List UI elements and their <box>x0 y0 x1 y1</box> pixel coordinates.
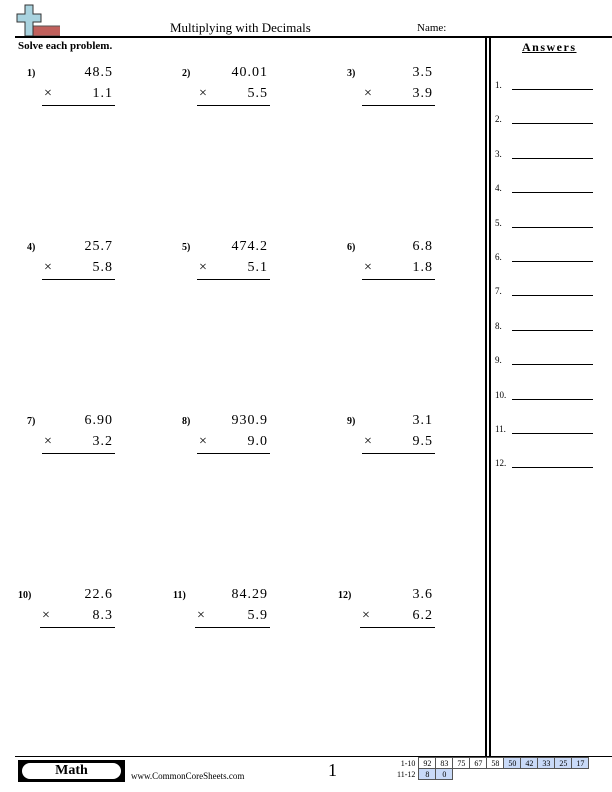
score-cell: 0 <box>436 769 453 780</box>
answer-number: 2. <box>495 114 502 125</box>
times-sign: × <box>362 608 371 623</box>
answer-number: 1. <box>495 80 502 90</box>
score-cell: 42 <box>521 758 538 769</box>
problem <box>27 65 113 122</box>
times-sign: × <box>44 260 53 275</box>
name-label: Name: <box>417 22 447 34</box>
times-sign: × <box>42 608 51 623</box>
answer-blank[interactable] <box>512 261 593 262</box>
problem <box>18 587 113 644</box>
score-cell: 67 <box>470 758 487 769</box>
times-sign: × <box>199 86 208 101</box>
problem-number: 4) <box>27 242 36 253</box>
answer-blank[interactable] <box>512 192 593 193</box>
answer-rule <box>197 105 270 106</box>
problem-number: 7) <box>27 416 36 427</box>
multiplier: 3.9 <box>412 86 433 101</box>
problem-number: 11) <box>173 590 186 601</box>
multiplier: 6.2 <box>412 608 433 623</box>
times-sign: × <box>197 608 206 623</box>
answer-rule <box>40 627 115 628</box>
times-sign: × <box>199 260 208 275</box>
answer-blank[interactable] <box>512 123 593 124</box>
answer-number: 6. <box>495 252 502 262</box>
problem-number: 1) <box>27 68 36 79</box>
score-cell: 25 <box>555 758 572 769</box>
multiplier: 9.0 <box>247 434 268 449</box>
instructions: Solve each problem. <box>18 40 113 52</box>
multiplier: 5.5 <box>247 86 268 101</box>
subject-badge <box>18 760 125 782</box>
problem <box>27 413 113 470</box>
answer-number: 10. <box>495 389 507 400</box>
worksheet-title: Multiplying with Decimals <box>170 20 311 35</box>
score-cell: 75 <box>453 758 470 769</box>
answer-rule <box>42 453 115 454</box>
answer-blank[interactable] <box>512 330 593 331</box>
problem <box>347 239 433 296</box>
answer-rule <box>195 627 270 628</box>
answer-line[interactable] <box>495 114 595 128</box>
multiplicand: 6.90 <box>84 413 113 428</box>
answer-line[interactable] <box>495 424 595 438</box>
score-cell: 33 <box>538 758 555 769</box>
problem-number: 10) <box>18 590 32 601</box>
multiplicand: 25.7 <box>84 239 113 254</box>
answers-title: Answers <box>522 40 577 54</box>
problem <box>182 239 268 296</box>
problem <box>338 587 433 644</box>
answer-number: 8. <box>495 320 502 331</box>
answer-number: 3. <box>495 148 502 159</box>
answer-rule <box>362 105 435 106</box>
answer-number: 9. <box>495 355 502 366</box>
multiplicand: 930.9 <box>231 413 268 428</box>
answer-blank[interactable] <box>512 158 593 159</box>
answer-blank[interactable] <box>512 364 593 365</box>
score-cell: 17 <box>572 758 589 769</box>
answer-line[interactable] <box>495 286 595 300</box>
score-range: 11-12 <box>397 769 416 779</box>
answer-blank[interactable] <box>512 89 593 90</box>
answer-rule <box>197 279 270 280</box>
problem-number: 5) <box>182 242 191 253</box>
answer-blank[interactable] <box>512 295 593 296</box>
page-number: 1 <box>328 760 337 780</box>
answer-rule <box>362 453 435 454</box>
answer-blank[interactable] <box>512 227 593 228</box>
multiplier: 1.1 <box>92 86 113 101</box>
multiplicand: 22.6 <box>84 587 113 602</box>
answer-number: 4. <box>495 183 502 194</box>
answer-line[interactable] <box>495 218 595 232</box>
multiplier: 1.8 <box>412 260 433 275</box>
answer-rule <box>197 453 270 454</box>
answer-line[interactable] <box>495 252 595 266</box>
problem-number: 12) <box>338 590 352 601</box>
score-cell: 50 <box>504 758 521 769</box>
answer-blank[interactable] <box>512 433 593 434</box>
multiplicand: 3.5 <box>412 65 433 80</box>
problem-number: 3) <box>347 68 356 79</box>
score-table <box>395 757 589 780</box>
multiplier: 3.2 <box>92 434 113 449</box>
answer-line[interactable] <box>495 149 595 163</box>
score-cell: 92 <box>419 758 436 769</box>
problem-number: 2) <box>182 68 191 79</box>
answer-rule <box>362 279 435 280</box>
multiplicand: 3.6 <box>412 587 433 602</box>
times-sign: × <box>364 434 373 449</box>
website-link[interactable]: www.CommonCoreSheets.com <box>131 771 245 781</box>
score-cell: 83 <box>436 758 453 769</box>
problem <box>347 413 433 470</box>
multiplier: 5.9 <box>247 608 268 623</box>
multiplicand: 48.5 <box>84 65 113 80</box>
times-sign: × <box>364 86 373 101</box>
score-row <box>395 769 589 780</box>
times-sign: × <box>199 434 208 449</box>
times-sign: × <box>364 260 373 275</box>
answer-line[interactable] <box>495 80 595 94</box>
answer-rule <box>42 105 115 106</box>
answer-rule <box>42 279 115 280</box>
problem <box>182 65 268 122</box>
score-cell: 8 <box>419 769 436 780</box>
answer-line[interactable] <box>495 390 595 404</box>
problem-number: 9) <box>347 416 356 427</box>
multiplicand: 474.2 <box>231 239 268 254</box>
answer-number: 11. <box>495 424 506 434</box>
score-cell: 58 <box>487 758 504 769</box>
answer-blank[interactable] <box>512 467 593 468</box>
multiplier: 8.3 <box>92 608 113 623</box>
subject-label: Math <box>22 763 121 779</box>
problem <box>347 65 433 122</box>
multiplier: 5.8 <box>92 260 113 275</box>
times-sign: × <box>44 434 53 449</box>
problem <box>173 587 268 644</box>
problem-number: 6) <box>347 242 356 253</box>
answer-blank[interactable] <box>512 399 593 400</box>
answer-number: 5. <box>495 217 502 228</box>
math-logo-icon <box>15 4 60 36</box>
problem-number: 8) <box>182 416 191 427</box>
answer-line[interactable] <box>495 183 595 197</box>
multiplicand: 6.8 <box>412 239 433 254</box>
problem <box>27 239 113 296</box>
header-divider <box>15 36 612 38</box>
times-sign: × <box>44 86 53 101</box>
multiplicand: 3.1 <box>412 413 433 428</box>
answer-line[interactable] <box>495 458 595 472</box>
answer-column-divider <box>485 36 487 756</box>
problem <box>182 413 268 470</box>
multiplier: 9.5 <box>412 434 433 449</box>
answer-rule <box>360 627 435 628</box>
answer-line[interactable] <box>495 355 595 369</box>
multiplicand: 40.01 <box>231 65 268 80</box>
multiplier: 5.1 <box>247 260 268 275</box>
answer-number: 12. <box>495 458 507 469</box>
score-row <box>395 758 589 769</box>
answer-column-divider <box>489 36 491 756</box>
score-range: 1-10 <box>400 758 416 768</box>
answer-number: 7. <box>495 286 502 297</box>
answer-line[interactable] <box>495 321 595 335</box>
multiplicand: 84.29 <box>231 587 268 602</box>
